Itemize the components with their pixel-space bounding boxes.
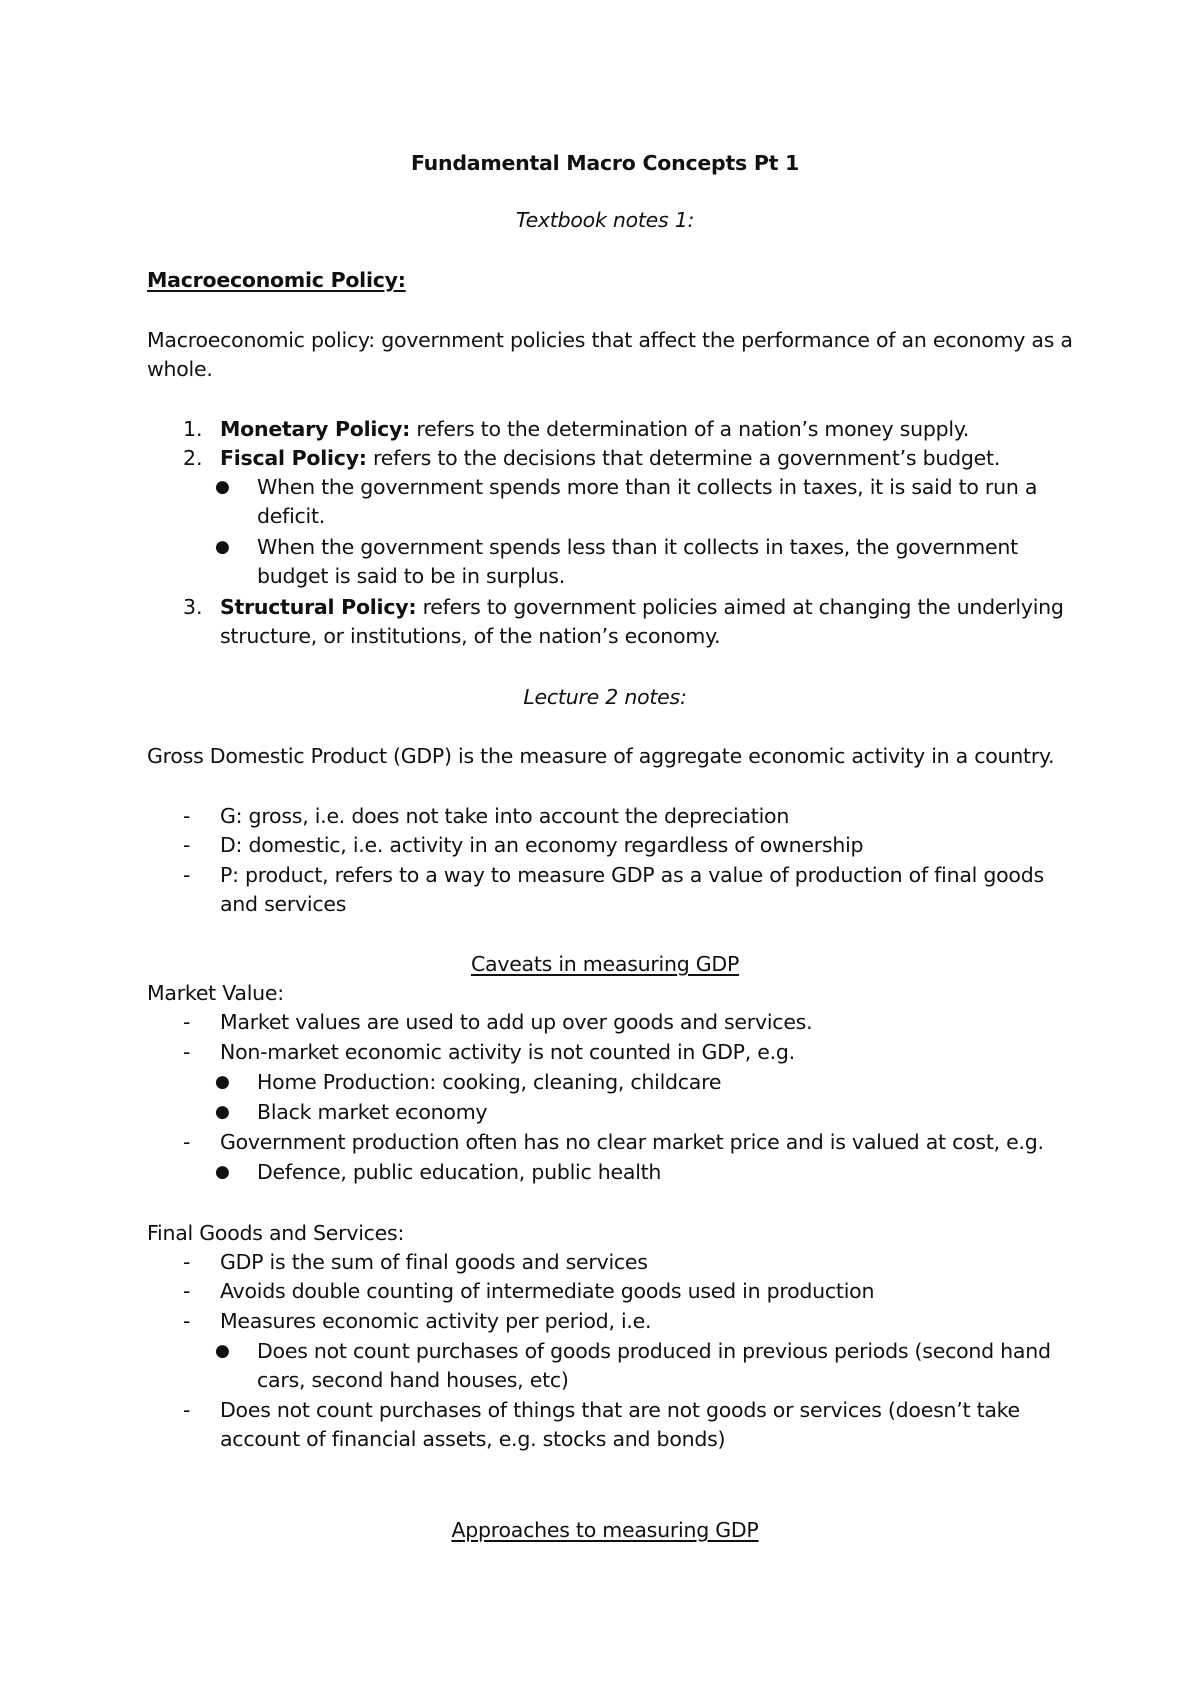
dash-marker: - (183, 1398, 191, 1422)
market-value-item: Market values are used to add up over goods and services. (220, 1010, 813, 1034)
list-number: 1. (183, 417, 203, 441)
document-title: Fundamental Macro Concepts Pt 1 (410, 151, 800, 175)
dash-marker: - (183, 1010, 191, 1034)
lecture-notes-heading: Lecture 2 notes: (523, 685, 687, 709)
gdp-p-item-line2: and services (220, 892, 347, 916)
final-goods-label: Final Goods and Services: (147, 1221, 405, 1245)
gdp-definition: Gross Domestic Product (GDP) is the measure of aggregate economic activity in a country. (147, 744, 1055, 768)
fiscal-policy-item: Fiscal Policy: refers to the decisions that determine a government’s budget. (220, 446, 1001, 470)
fiscal-bullet-deficit-line2: deficit. (257, 504, 326, 528)
final-goods-last-item-line2: account of financial assets, e.g. stocks and bonds) (220, 1427, 726, 1451)
period-bullet-line2: cars, second hand houses, etc) (257, 1368, 569, 1392)
macro-policy-heading: Macroeconomic Policy: (147, 268, 406, 292)
gdp-p-item-line1: P: product, refers to a way to measure GDP as a value of production of final goods (220, 863, 1044, 887)
dash-marker: - (183, 1309, 191, 1333)
dash-marker: - (183, 804, 191, 828)
monetary-policy-item: Monetary Policy: refers to the determination of a nation’s money supply. (220, 417, 970, 441)
dash-marker: - (183, 1040, 191, 1064)
bullet-marker: ● (215, 537, 230, 557)
market-value-item: Non-market economic activity is not counted in GDP, e.g. (220, 1040, 795, 1064)
market-value-label: Market Value: (147, 981, 284, 1005)
fiscal-bullet-deficit-line1: When the government spends more than it collects in taxes, it is said to run a (257, 475, 1038, 499)
bullet-marker: ● (215, 1341, 230, 1361)
dash-marker: - (183, 1130, 191, 1154)
bullet-marker: ● (215, 1162, 230, 1182)
market-value-item: Government production often has no clear market price and is valued at cost, e.g. (220, 1130, 1044, 1154)
government-bullet: Defence, public education, public health (257, 1160, 662, 1184)
gdp-d-item: D: domestic, i.e. activity in an economy regardless of ownership (220, 833, 864, 857)
macro-policy-definition-line2: whole. (147, 357, 213, 381)
structural-policy-item-line2: structure, or institutions, of the nation’s economy. (220, 624, 721, 648)
approaches-heading: Approaches to measuring GDP (451, 1518, 759, 1542)
final-goods-last-item-line1: Does not count purchases of things that are not goods or services (doesn’t take (220, 1398, 1020, 1422)
structural-policy-item: Structural Policy: refers to government policies aimed at changing the underlying (220, 595, 1064, 619)
dash-marker: - (183, 833, 191, 857)
list-number: 2. (183, 446, 203, 470)
final-goods-item: Measures economic activity per period, i.e. (220, 1309, 652, 1333)
period-bullet-line1: Does not count purchases of goods produced in previous periods (second hand (257, 1339, 1051, 1363)
gdp-g-item: G: gross, i.e. does not take into account the depreciation (220, 804, 790, 828)
final-goods-item: GDP is the sum of final goods and services (220, 1250, 648, 1274)
list-number: 3. (183, 595, 203, 619)
final-goods-item: Avoids double counting of intermediate goods used in production (220, 1279, 875, 1303)
caveats-heading: Caveats in measuring GDP (470, 952, 740, 976)
dash-marker: - (183, 1279, 191, 1303)
textbook-notes-heading: Textbook notes 1: (515, 208, 695, 232)
fiscal-bullet-surplus-line2: budget is said to be in surplus. (257, 564, 565, 588)
macro-policy-definition-line1: Macroeconomic policy: government policies that affect the performance of an economy as a (147, 328, 1073, 352)
bullet-marker: ● (215, 1072, 230, 1092)
bullet-marker: ● (215, 1102, 230, 1122)
nonmarket-bullet: Black market economy (257, 1100, 488, 1124)
bullet-marker: ● (215, 477, 230, 497)
nonmarket-bullet: Home Production: cooking, cleaning, childcare (257, 1070, 722, 1094)
fiscal-bullet-surplus-line1: When the government spends less than it collects in taxes, the government (257, 535, 1018, 559)
dash-marker: - (183, 1250, 191, 1274)
dash-marker: - (183, 863, 191, 887)
